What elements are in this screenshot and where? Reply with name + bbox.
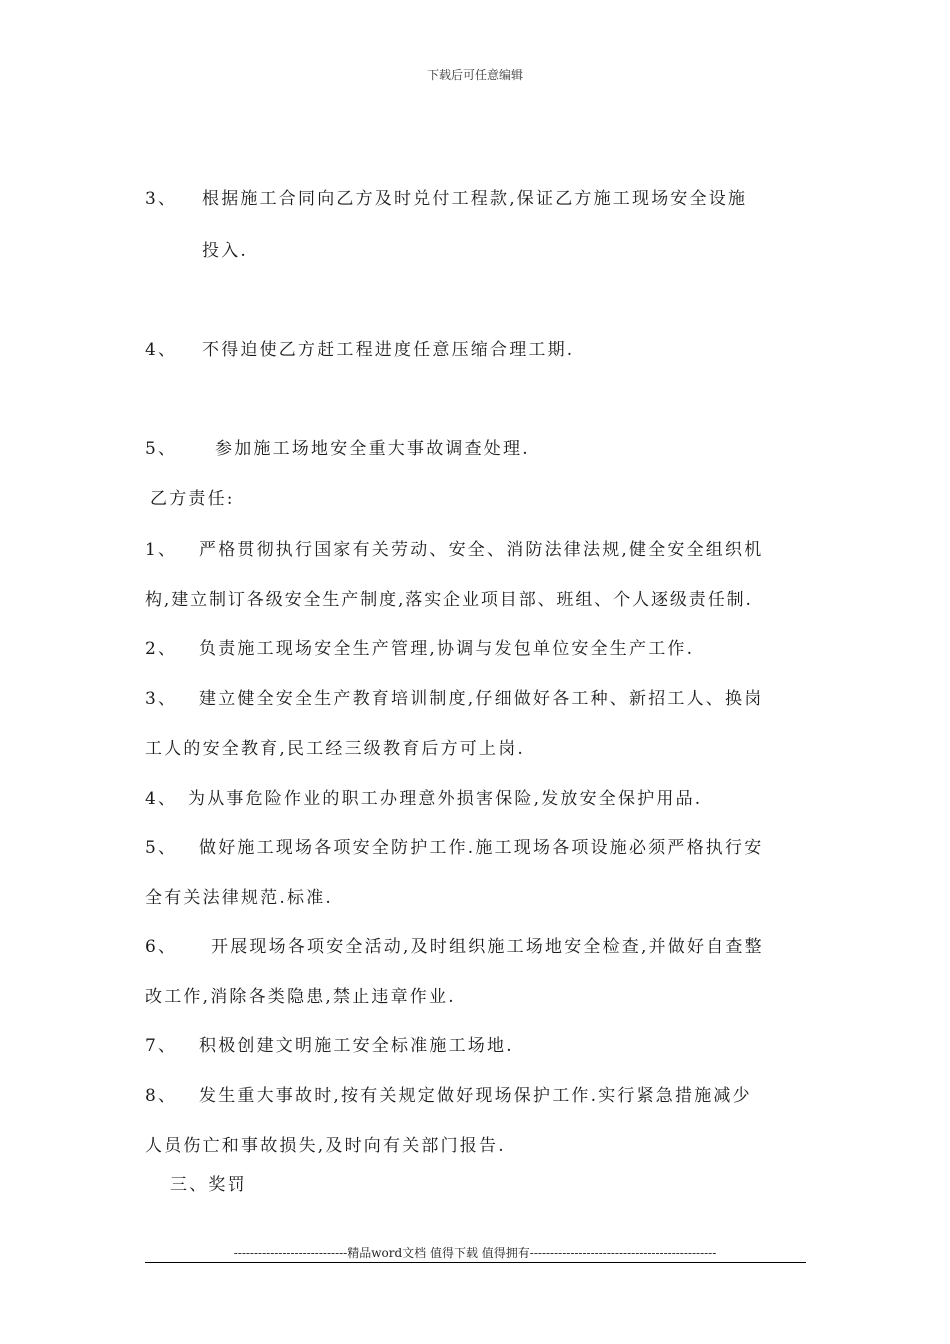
item-text: 积极创建文明施工安全标准施工场地. xyxy=(199,1036,514,1056)
item-text: 开展现场各项安全活动,及时组织施工场地安全检查,并做好自查整 xyxy=(211,937,764,957)
item-number: 8、 xyxy=(145,1086,178,1106)
item-number: 4、 xyxy=(145,789,178,809)
item-text: 构,建立制订各级安全生产制度,落实企业项目部、班组、个人逐级责任制. xyxy=(145,590,753,610)
item-text: 投入. xyxy=(202,241,249,261)
item-text: 严格贯彻执行国家有关劳动、安全、消防法律法规,健全安全组织机 xyxy=(199,540,764,560)
list-item-continuation xyxy=(202,236,248,261)
item-text: 做好施工现场各项安全防护工作.施工现场各项设施必须严格执行安 xyxy=(199,838,764,858)
list-item xyxy=(145,535,763,560)
item-text: 人员伤亡和事故损失,及时向有关部门报告. xyxy=(145,1136,506,1156)
item-text: 全有关法律规范.标准. xyxy=(145,888,334,908)
item-text: 负责施工现场安全生产管理,协调与发包单位安全生产工作. xyxy=(199,639,695,659)
list-item xyxy=(145,335,574,360)
header-note: 下载后可任意编辑 xyxy=(426,68,523,82)
list-item xyxy=(145,1081,752,1106)
list-item xyxy=(145,833,763,858)
footer-text: ----------------------------精品word文档 值得下载 值得拥有---------------------------------------------- xyxy=(233,1246,717,1260)
item-text: 参加施工场地安全重大事故调查处理. xyxy=(215,439,530,459)
item-text: 发生重大事故时,按有关规定做好现场保护工作.实行紧急措施减少 xyxy=(199,1086,752,1106)
heading-text: 三、奖罚 xyxy=(170,1175,247,1195)
item-text: 建立健全安全生产教育培训制度,仔细做好各工种、新招工人、换岗 xyxy=(199,689,764,709)
list-item xyxy=(145,184,747,209)
item-number: 3、 xyxy=(145,689,178,709)
list-item xyxy=(145,684,763,709)
list-item xyxy=(145,932,764,957)
item-text: 工人的安全教育,民工经三级教育后方可上岗. xyxy=(145,739,526,759)
item-number: 5、 xyxy=(145,439,178,459)
list-item-continuation xyxy=(145,734,525,759)
heading-text: 乙方责任: xyxy=(150,489,235,509)
list-item xyxy=(145,634,694,659)
list-item-continuation xyxy=(145,982,456,1007)
list-item xyxy=(145,434,530,459)
item-text: 根据施工合同向乙方及时兑付工程款,保证乙方施工现场安全设施 xyxy=(202,189,748,209)
list-item xyxy=(145,784,702,809)
item-text: 改工作,消除各类隐患,禁止违章作业. xyxy=(145,987,456,1007)
item-text: 不得迫使乙方赶工程进度任意压缩合理工期. xyxy=(202,340,575,360)
item-number: 4、 xyxy=(145,340,178,360)
item-number: 7、 xyxy=(145,1036,178,1056)
list-item-continuation xyxy=(145,1131,506,1156)
list-item-continuation xyxy=(145,585,753,610)
item-number: 6、 xyxy=(145,937,178,957)
section-heading xyxy=(170,1170,247,1195)
item-number: 2、 xyxy=(145,639,178,659)
item-text: 为从事危险作业的职工办理意外损害保险,发放安全保护用品. xyxy=(188,789,703,809)
item-number: 1、 xyxy=(145,540,178,560)
footer-divider xyxy=(145,1262,806,1263)
item-number: 3、 xyxy=(145,189,178,209)
list-item-continuation xyxy=(145,883,333,908)
list-item xyxy=(145,1031,514,1056)
section-heading xyxy=(150,484,235,509)
item-number: 5、 xyxy=(145,838,178,858)
